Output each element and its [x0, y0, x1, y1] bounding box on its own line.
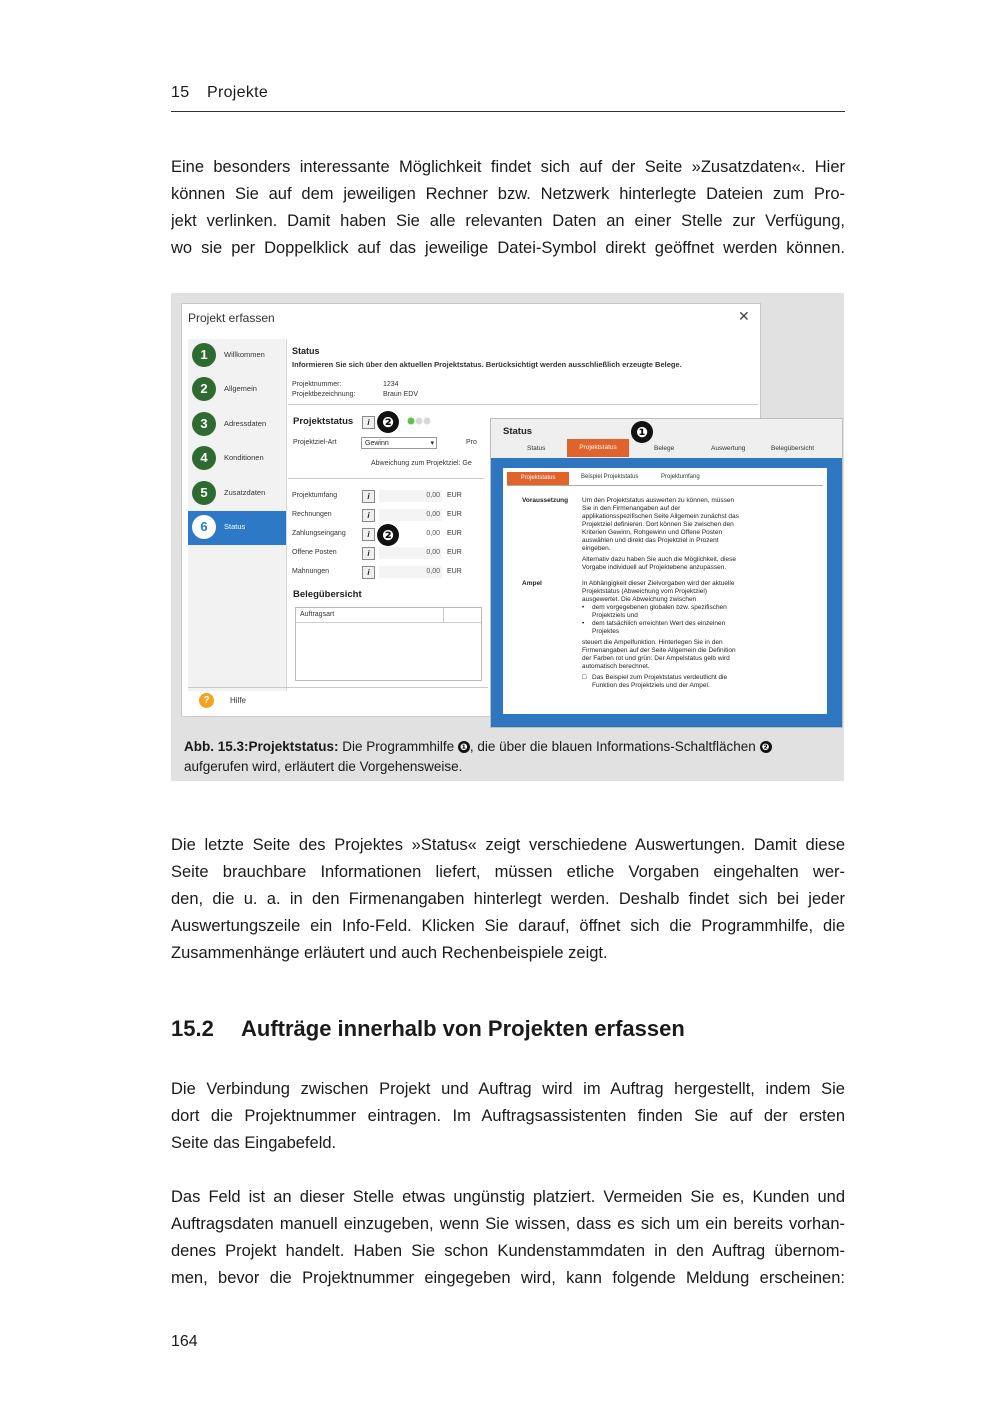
- text-line: Zusammenhänge erläutert und auch Rechenbeispiele zeigt.: [171, 944, 608, 962]
- caption-text: , die über die blauen Informations-Schaltflächen: [469, 739, 760, 754]
- step-label: Willkommen: [224, 350, 265, 359]
- subtab-beispiel[interactable]: Beispiel Projektstatus: [581, 474, 639, 480]
- text-line: auswählen und direkt das Projektziel in Prozent: [582, 537, 719, 544]
- table-header: Auftragsart: [300, 611, 335, 618]
- text-line: In Abhängigkeit dieser Zielvorgaben wird der aktuelle: [582, 580, 735, 587]
- marker-one: ❶: [631, 421, 653, 443]
- figure-15-3: [171, 293, 844, 781]
- note: [582, 674, 792, 690]
- section-number: 15.2: [171, 1016, 214, 1041]
- list-item: [582, 604, 792, 620]
- row-unit: EUR: [447, 530, 462, 537]
- row-label: Mahnungen: [292, 568, 329, 575]
- project-dialog: [181, 303, 814, 717]
- info-icon[interactable]: i: [362, 528, 375, 541]
- row-label: Zahlungseingang: [292, 530, 346, 537]
- projektstatus-title: Projektstatus: [293, 416, 354, 427]
- text-line: wo sie per Doppelklick auf das jeweilige Datei-Symbol direkt geöffnet werden können.: [171, 239, 845, 257]
- beleg-table[interactable]: [295, 607, 482, 681]
- step-willkommen[interactable]: [188, 339, 286, 373]
- status-heading: Status: [292, 346, 320, 356]
- help-label[interactable]: Hilfe: [230, 696, 247, 705]
- text-line: ausgewertet. Die Abweichung zwischen: [582, 596, 697, 603]
- close-icon[interactable]: ✕: [738, 308, 750, 324]
- dialog-title: Projekt erfassen: [188, 311, 275, 325]
- row-unit: EUR: [447, 492, 462, 499]
- ampel-text: [582, 580, 792, 690]
- step-number: 4: [192, 446, 216, 470]
- text-line: Firmenangaben auf der Seite Allgemein die Definition: [582, 647, 736, 654]
- running-head: [171, 84, 845, 112]
- marker-two: ❷: [377, 411, 399, 433]
- step-label: Zusatzdaten: [224, 488, 266, 497]
- text-line: men, bevor die Projektnummer eingegeben wird, kann folgende Meldung erscheinen:: [171, 1269, 845, 1287]
- row-label: Rechnungen: [292, 511, 332, 518]
- caption-text: Die Programmhilfe: [338, 739, 458, 754]
- section-heading: [171, 1016, 685, 1042]
- help-window: [490, 418, 843, 728]
- caption-text: aufgerufen wird, erläutert die Vorgehensweise.: [184, 759, 463, 774]
- info-icon[interactable]: i: [362, 566, 375, 579]
- text-line: denes Projekt handelt. Haben Sie schon Kundenstammdaten in den Auftrag übernom-: [171, 1242, 845, 1260]
- marker-one: ❶: [458, 741, 470, 753]
- info-icon[interactable]: i: [362, 547, 375, 560]
- text-line: Kriterien Gewinn, Rohgewinn und Offene Posten: [582, 529, 723, 536]
- text-line: applikationsspezifischen Seite Allgemein zunächst das: [582, 513, 739, 520]
- text-line: Das Beispiel zum Projektstatus verdeutlicht die: [592, 674, 728, 681]
- step-label: Allgemein: [224, 384, 257, 393]
- row-label: Offene Posten: [292, 549, 337, 556]
- step-number: 5: [192, 481, 216, 505]
- divider: [188, 687, 488, 688]
- info-icon[interactable]: i: [362, 490, 375, 503]
- text-line: Die letzte Seite des Projektes »Status« zeigt verschiedene Auswertungen. Damit diese: [171, 836, 845, 854]
- step-number: 6: [192, 515, 216, 539]
- chevron-down-icon: ▾: [430, 440, 434, 447]
- section-paragraph: [171, 1184, 845, 1292]
- abweichung-label: Abweichung zum Projektziel: Ge: [371, 460, 472, 467]
- text-line: Projektziels und: [592, 612, 638, 619]
- divider: [443, 608, 444, 622]
- row-value: 0,00: [426, 549, 440, 556]
- text-line: Projektstatus (Abweichung vom Projektziel): [582, 588, 707, 595]
- section-paragraph: [171, 1076, 845, 1157]
- tab-status[interactable]: Status: [527, 445, 546, 452]
- projektnummer-value: 1234: [383, 381, 399, 388]
- subtab-projektstatus[interactable]: Projektstatus: [507, 472, 569, 485]
- text-line: Funktion des Projektziels und der Ampel.: [592, 682, 710, 689]
- text-line: Vorgabe individuell auf Projektebene anzupassen.: [582, 564, 727, 571]
- divider: [288, 478, 484, 479]
- step-number: 3: [192, 412, 216, 436]
- text-line: dem vorgegebenen globalen bzw. spezifischen: [592, 604, 727, 611]
- traffic-light-icon: [407, 417, 433, 425]
- divider: [296, 622, 481, 623]
- text-line: dort die Projektnummer eintragen. Im Auftragsassistenten finden Sie auf der ersten: [171, 1107, 845, 1125]
- step-number: 2: [192, 377, 216, 401]
- tab-projektstatus[interactable]: Projektstatus: [567, 439, 629, 457]
- step-zusatzdaten[interactable]: [188, 477, 286, 511]
- row-unit: EUR: [447, 549, 462, 556]
- row-value: 0,00: [426, 568, 440, 575]
- projektbezeichnung-label: Projektbezeichnung:: [292, 391, 356, 398]
- text-line: Projektes: [592, 628, 620, 635]
- text-line: Um den Projektstatus auswerten zu können, müssen: [582, 497, 735, 504]
- divider: [507, 485, 823, 486]
- text-line: Auftragsdaten manuell einzugeben, wenn Sie wissen, dass es sich um ein bereits vorhan-: [171, 1215, 845, 1233]
- text-line: Die Verbindung zwischen Projekt und Auftrag wird im Auftrag hergestellt, indem Sie: [171, 1080, 845, 1098]
- projektnummer-label: Projektnummer:: [292, 381, 342, 388]
- text-line: Projektziel definieren. Dort können Sie zwischen den: [582, 521, 734, 528]
- list-item: [582, 620, 792, 636]
- projektziel-select[interactable]: [361, 437, 437, 449]
- row-value: 0,00: [426, 530, 440, 537]
- bullet-icon: •: [582, 604, 585, 611]
- projektziel-value: Gewinn: [365, 440, 389, 447]
- text-line: Eine besonders interessante Möglichkeit findet sich auf der Seite »Zusatzdaten«. Hier: [171, 158, 845, 176]
- divider: [286, 339, 287, 691]
- step-label: Konditionen: [224, 453, 264, 462]
- tab-beleguebersicht[interactable]: Belegübersicht: [771, 445, 814, 452]
- text-line: können Sie auf dem jeweiligen Rechner bzw. Netzwerk hinterlegte Dateien zum Pro-: [171, 185, 845, 203]
- text-line: der Farben rot und grün: Der Ampelstatus gelb wird: [582, 655, 730, 662]
- info-icon[interactable]: i: [362, 509, 375, 522]
- divider: [288, 404, 758, 405]
- tab-belege[interactable]: Belege: [654, 445, 675, 452]
- row-value: 0,00: [426, 511, 440, 518]
- text-line: dem tatsächlich erreichten Wert des einzelnen: [592, 620, 726, 627]
- text-line: Das Feld ist an dieser Stelle etwas ungünstig platziert. Vermeiden Sie es, Kunden und: [171, 1188, 845, 1206]
- caption-label: Abb. 15.3:Projektstatus:: [184, 739, 339, 754]
- status-paragraph: [171, 832, 845, 967]
- bullet-icon: •: [582, 620, 585, 627]
- step-allgemein[interactable]: [188, 373, 286, 407]
- page-number: 164: [171, 1333, 198, 1350]
- step-number: 1: [192, 343, 216, 367]
- text-line: Seite brauchbare Informationen liefert, müssen etliche Vorgaben eingehalten wer-: [171, 863, 845, 881]
- row-unit: EUR: [447, 568, 462, 575]
- help-icon[interactable]: ?: [199, 693, 214, 708]
- dialog-titlebar: [182, 304, 760, 334]
- step-label: Status: [224, 522, 246, 531]
- text-line: Sie in den Firmenangaben auf der: [582, 505, 681, 512]
- info-icon[interactable]: i: [362, 416, 375, 429]
- term-voraussetzung: Voraussetzung: [522, 497, 569, 504]
- chapter-number: 15: [171, 84, 190, 101]
- subtab-projektumfang[interactable]: Projektumfang: [661, 474, 700, 480]
- row-label: Projektumfang: [292, 492, 338, 499]
- text-line: eingeben.: [582, 545, 611, 552]
- step-adressdaten[interactable]: [188, 408, 286, 442]
- text-line: jekt verlinken. Damit haben Sie alle relevanten Daten an einer Stelle zur Verfügung,: [171, 212, 845, 230]
- note-icon: □: [582, 674, 587, 681]
- step-label: Adressdaten: [224, 419, 267, 428]
- text-line: den, die u. a. in den Firmenangaben hinterlegt werden. Deshalb findet sich bei jeder: [171, 890, 845, 908]
- text-line: Seite das Eingabefeld.: [171, 1134, 337, 1152]
- term-ampel: Ampel: [522, 580, 542, 587]
- text-line: Auswertungszeile ein Info-Feld. Klicken Sie darauf, öffnet sich die Programmhilfe, die: [171, 917, 845, 935]
- step-konditionen[interactable]: [188, 442, 286, 476]
- help-window-title: Status: [503, 426, 533, 437]
- marker-two: ❷: [377, 524, 399, 546]
- section-title: Aufträge innerhalb von Projekten erfassen: [241, 1016, 685, 1041]
- chapter-title: Projekte: [207, 84, 269, 101]
- help-panel: [503, 468, 827, 714]
- voraussetzung-text: [582, 497, 792, 572]
- beleguebersicht-title: Belegübersicht: [293, 589, 362, 600]
- marker-two: ❷: [760, 741, 772, 753]
- figure-caption: [184, 737, 834, 777]
- row-value: 0,00: [426, 492, 440, 499]
- projektziel-label: Projektziel-Art: [293, 439, 337, 446]
- status-description: Informieren Sie sich über den aktuellen Projektstatus. Berücksichtigt werden ausschließlich erzeugte Belege.: [292, 360, 682, 369]
- projektbezeichnung-value: Braun EDV: [383, 391, 419, 398]
- wizard-steps: [188, 339, 286, 691]
- step-status[interactable]: [188, 511, 286, 545]
- text-line: steuert die Ampelfunktion. Hinterlegen Sie in den: [582, 639, 723, 646]
- row-unit: EUR: [447, 511, 462, 518]
- text-line: Alternativ dazu haben Sie auch die Möglichkeit, diese: [582, 556, 736, 563]
- projektziel-trailing: Pro: [466, 439, 477, 446]
- text-line: automatisch berechnet.: [582, 663, 650, 670]
- tab-auswertung[interactable]: Auswertung: [711, 445, 746, 452]
- intro-paragraph: [171, 154, 845, 262]
